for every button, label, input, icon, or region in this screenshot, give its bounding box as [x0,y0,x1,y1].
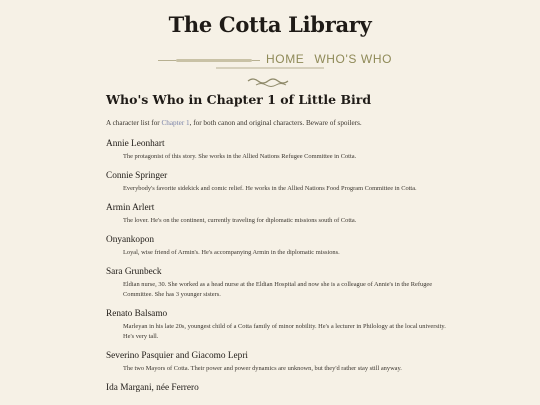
intro-text-end: , for both canon and original characters. Beware of spoilers. [189,119,362,127]
character-description: The lover. He's on the continent, currently traveling for diplomatic missions south of Cotta. [123,217,357,224]
main-nav [266,52,398,66]
character-entry [106,235,446,258]
character-name: Annie Leonhart [106,139,165,149]
chapter-link[interactable]: Chapter 1 [161,119,190,127]
character-name: Connie Springer [106,171,168,181]
character-entry [106,309,446,342]
character-entry [106,139,446,162]
character-description: The two Mayors of Cotta. Their power and power dynamics are unknown, but they'd rather stay still anyway. [123,365,402,372]
ornament-divider [216,66,324,90]
character-description: Everybody's favorite sidekick and comic relief. He works in the Allied Nations Food Program Committee in Cotta. [123,185,417,192]
character-name: Renato Balsamo [106,309,168,319]
main-content [106,92,446,402]
character-name: Armin Arlert [106,203,155,213]
character-description: Loyal, wise friend of Armin's. He's accompanying Armin in the diplomatic missions. [123,249,340,256]
nav-home-link[interactable]: HOME [266,52,305,66]
character-name: Severino Pasquier and Giacomo Lepri [106,351,248,361]
site-header [0,0,540,38]
intro-text-start: A character list for [106,119,162,127]
character-description: Marleyan in his late 20s, youngest child of a Cotta family of minor nobility. He's a lecturer in Philology at the local university. He's very tall. [123,323,446,340]
site-title[interactable]: The Cotta Library [168,12,372,37]
character-name: Ida Margani, née Ferrero [106,383,199,393]
nav-divider-line [158,60,260,61]
character-name: Sara Grunbeck [106,267,162,277]
page-title: Who's Who in Chapter 1 of Little Bird [106,92,372,107]
character-entry [106,267,446,300]
character-description: The protagonist of this story. She works in the Allied Nations Refugee Committee in Cotta. [123,153,357,160]
character-entry [106,203,446,226]
character-name: Onyankopon [106,235,155,245]
nav-whos-who-link[interactable]: WHO'S WHO [314,52,393,66]
character-entry [106,383,446,393]
character-entry [106,351,446,374]
intro-text [106,119,446,127]
character-description: Eldian nurse, 30. She worked as a head nurse at the Eldian Hospital and now she is a colleague of Annie's in the Refugee Committee. She has 3 younger sisters. [123,281,433,298]
character-entry [106,171,446,194]
